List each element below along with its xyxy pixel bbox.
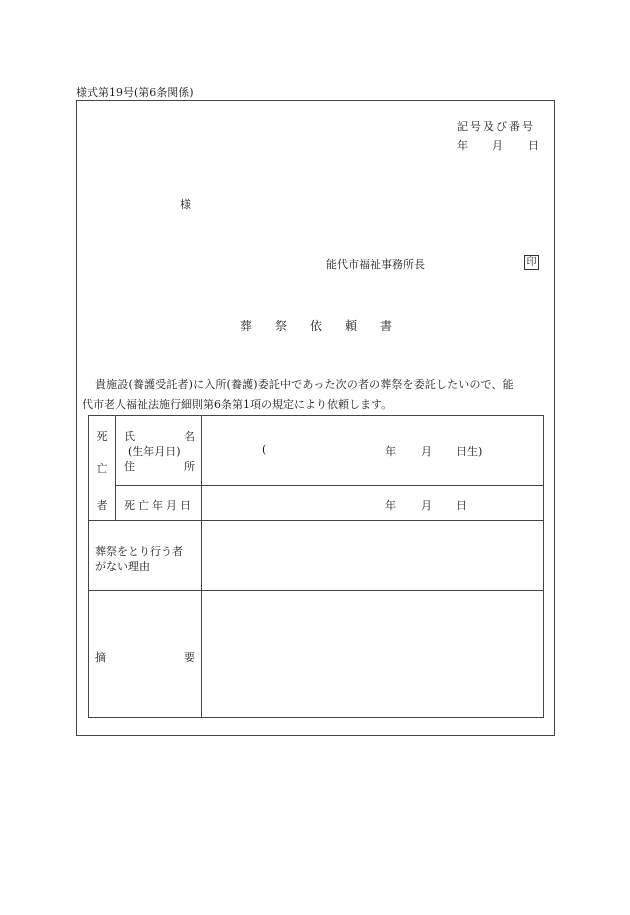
ref-label-text: 記号及び番号 (457, 120, 535, 133)
death-date-year: 年 (385, 499, 396, 512)
name-label-char-1: 氏 (124, 430, 135, 443)
deceased-label-char-2: 亡 (96, 462, 108, 475)
reason-label-line-1: 葬祭をとり行う者 (95, 545, 183, 558)
form-number: 様式第19号(第6条関係) (76, 86, 194, 99)
doc-title-char-2: 祭 (275, 319, 288, 333)
summary-label-char-2: 要 (184, 651, 195, 664)
death-date-label: 死亡年月日 (124, 499, 194, 512)
deceased-label-char-3: 者 (96, 499, 108, 512)
table-row-divider-1 (115, 485, 544, 486)
body-text-line-2: 代市老人福祉法施行細則第6条第1項の規定により依頼します。 (82, 398, 393, 411)
table-row-divider-2 (88, 520, 544, 521)
table-divider-group (115, 415, 116, 520)
request-table (88, 415, 544, 718)
birth-date-month: 月 (421, 445, 432, 458)
issue-date-year: 年 (457, 139, 468, 152)
address-label-char-2: 所 (184, 460, 195, 473)
reason-label-line-2: がない理由 (95, 560, 150, 573)
sender-title: 能代市福祉事務所長 (326, 258, 425, 271)
table-divider-main (201, 415, 202, 718)
seal-stamp: 印 (524, 255, 539, 270)
body-text-line-1: 貴施設(養護受託者)に入所(養護)委託中であった次の者の葬祭を委託したいので、能 (95, 378, 514, 391)
doc-title-char-3: 依 (310, 319, 323, 333)
death-date-month: 月 (421, 499, 432, 512)
doc-title-char-1: 葬 (240, 319, 253, 333)
deceased-label-char-1: 死 (96, 430, 108, 443)
table-row-divider-3 (88, 590, 544, 591)
summary-label-char-1: 摘 (95, 651, 106, 664)
doc-title-char-4: 頼 (345, 319, 358, 333)
name-label-char-2: 名 (184, 430, 195, 443)
birth-date-label: (生年月日) (128, 445, 181, 458)
address-label-char-1: 住 (124, 460, 135, 473)
addressee-suffix: 様 (180, 198, 191, 211)
issue-date-month: 月 (492, 139, 503, 152)
issue-date-day: 日 (528, 139, 539, 152)
reference-number-label (457, 118, 538, 134)
birth-date-open-paren: ( (262, 443, 267, 456)
death-date-day: 日 (456, 499, 467, 512)
doc-title-char-5: 書 (380, 319, 393, 333)
birth-date-year: 年 (385, 445, 396, 458)
birth-date-day: 日生) (456, 445, 483, 458)
